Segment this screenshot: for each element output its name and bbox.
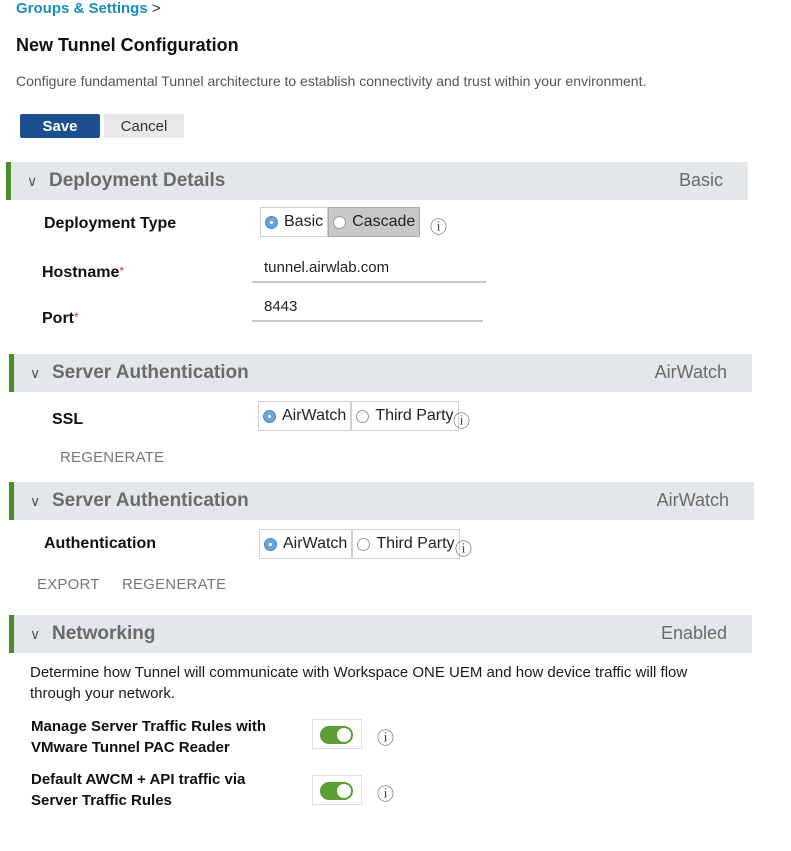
toggle-switch (320, 782, 353, 800)
ssl-label: SSL (52, 411, 84, 428)
page-title: New Tunnel Configuration (16, 35, 239, 55)
page-description: Configure fundamental Tunnel architecture to establish connectivity and trust within your environment. (16, 73, 647, 89)
radio-basic[interactable] (260, 207, 328, 237)
radio-selected-icon (264, 538, 277, 551)
radio-label: AirWatch (283, 535, 348, 552)
section-title: Server Authentication (52, 362, 249, 383)
hostname-label-text: Hostname (42, 264, 120, 281)
toggle-label-line: Default AWCM + API traffic via (31, 771, 246, 788)
info-icon[interactable]: ⓘ (377, 729, 394, 748)
radio-third-party[interactable] (351, 401, 458, 431)
toggle-label-line: Manage Server Traffic Rules with (31, 718, 267, 735)
port-label-text: Port (42, 310, 74, 327)
section-title: Server Authentication (52, 490, 249, 511)
deployment-type-label: Deployment Type (44, 215, 177, 232)
section-networking[interactable] (9, 615, 752, 653)
toggle-label-pac-reader (31, 716, 266, 758)
section-summary-value: AirWatch (656, 490, 729, 510)
radio-third-party[interactable] (352, 529, 459, 559)
toggle-label-line: VMware Tunnel PAC Reader (31, 739, 230, 756)
section-summary-value: AirWatch (654, 362, 727, 382)
toggle-label-awcm-api (31, 769, 245, 811)
auth-regenerate-button[interactable]: REGENERATE (122, 576, 227, 593)
info-icon[interactable]: ⓘ (455, 540, 472, 559)
section-title: Networking (52, 623, 156, 644)
ssl-radio-group (258, 401, 459, 431)
info-icon[interactable]: ⓘ (430, 218, 447, 237)
pac-reader-toggle[interactable] (312, 719, 362, 749)
info-icon[interactable]: ⓘ (377, 785, 394, 804)
chevron-down-icon[interactable]: ∨ (27, 173, 38, 189)
radio-unselected-icon (356, 410, 369, 423)
radio-label: Basic (284, 213, 324, 230)
hostname-label (42, 264, 124, 282)
radio-label: Cascade (352, 213, 416, 230)
section-server-authentication-ssl[interactable] (9, 354, 752, 392)
chevron-down-icon[interactable]: ∨ (30, 493, 41, 509)
awcm-api-toggle[interactable] (312, 775, 362, 805)
cancel-button[interactable]: Cancel (104, 114, 184, 138)
chevron-down-icon[interactable]: ∨ (30, 626, 41, 642)
required-mark: * (74, 310, 79, 324)
section-summary-value: Basic (678, 170, 723, 190)
radio-cascade[interactable] (328, 207, 420, 237)
radio-unselected-icon (357, 538, 370, 551)
toggle-knob (337, 784, 351, 798)
hostname-input[interactable] (252, 253, 486, 283)
breadcrumb-link-groups-settings[interactable]: Groups & Settings (16, 0, 148, 17)
radio-airwatch[interactable] (259, 529, 352, 559)
ssl-regenerate-button[interactable]: REGENERATE (60, 449, 165, 466)
radio-unselected-icon (333, 216, 346, 229)
deployment-type-radio-group (260, 207, 420, 237)
radio-label: Third Party (376, 535, 455, 552)
toggle-label-line: Server Traffic Rules (31, 792, 172, 809)
radio-selected-icon (265, 216, 278, 229)
radio-label: Third Party (375, 407, 454, 424)
toggle-switch (320, 726, 353, 744)
authentication-radio-group (259, 529, 460, 559)
radio-label: AirWatch (282, 407, 347, 424)
breadcrumb-separator: > (151, 0, 161, 17)
chevron-down-icon[interactable]: ∨ (30, 365, 41, 381)
info-icon[interactable]: ⓘ (453, 412, 470, 431)
section-deployment-details[interactable] (6, 162, 748, 200)
breadcrumb (16, 0, 161, 17)
section-summary-value: Enabled (660, 623, 727, 643)
save-button[interactable]: Save (20, 114, 100, 138)
section-server-authentication[interactable] (9, 482, 754, 520)
export-button[interactable]: EXPORT (37, 576, 100, 593)
radio-airwatch[interactable] (258, 401, 351, 431)
section-title: Deployment Details (49, 170, 226, 191)
port-label (42, 310, 79, 328)
radio-selected-icon (263, 410, 276, 423)
authentication-label: Authentication (44, 535, 156, 552)
port-input[interactable] (252, 292, 483, 322)
toggle-knob (337, 728, 351, 742)
networking-description: Determine how Tunnel will communicate with Workspace ONE UEM and how device traffic will flow through your network. (30, 664, 688, 702)
required-mark: * (119, 264, 125, 278)
